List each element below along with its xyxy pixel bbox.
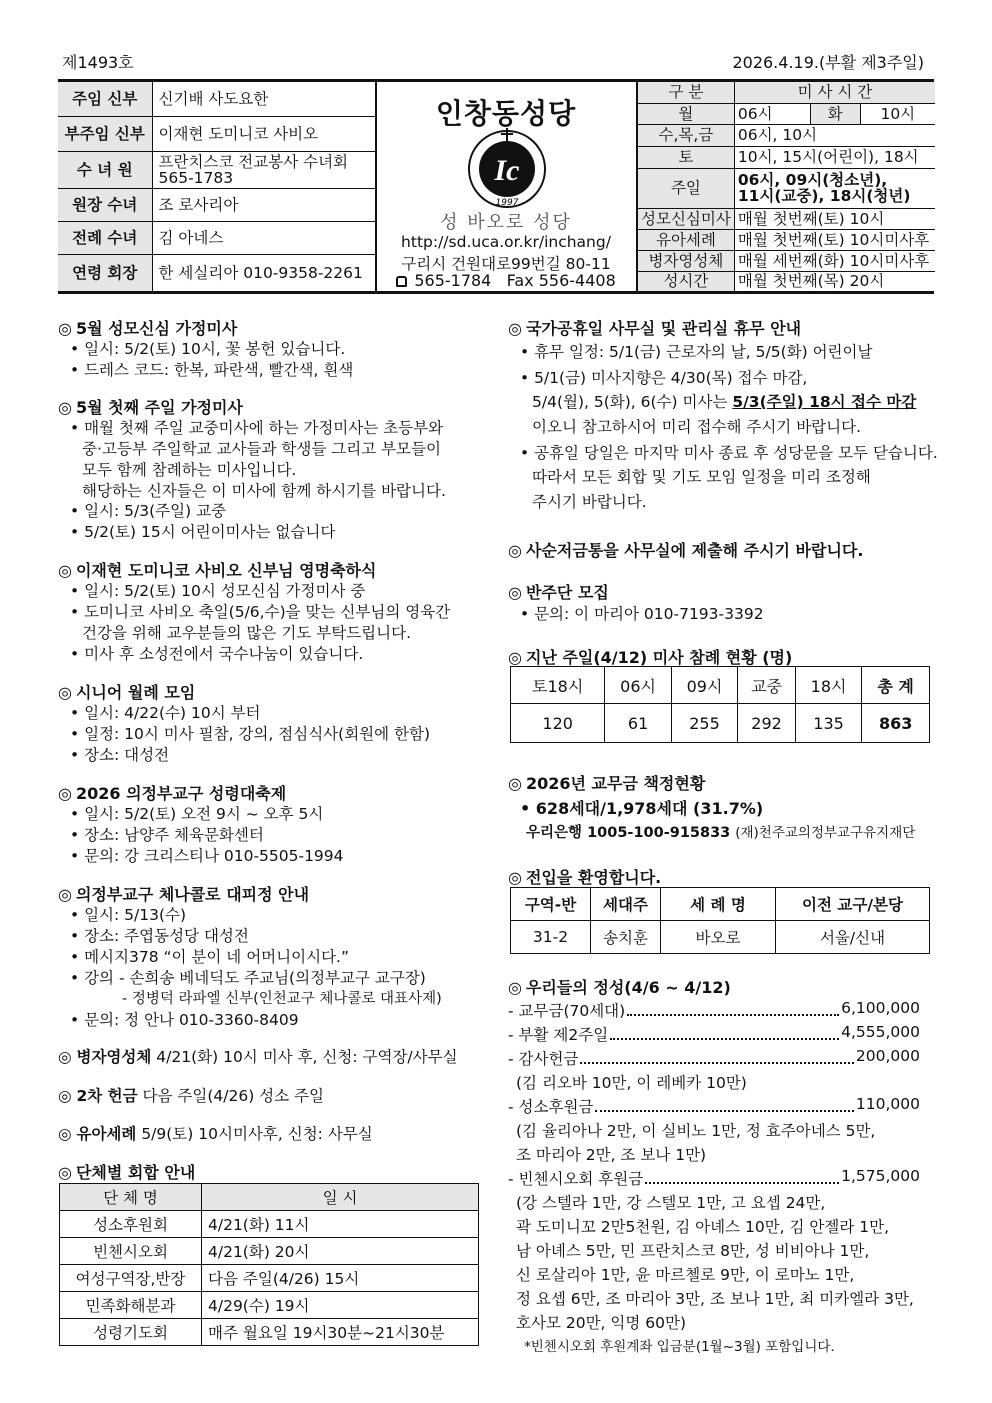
table-cell: 서울/신내 — [776, 921, 930, 954]
church-logo-icon — [462, 124, 552, 214]
text-line: • 628세대/1,978세대 (31.7%) — [520, 799, 764, 818]
bullet-mark: ◎ — [58, 398, 72, 417]
mass-time: 06시, 10시 — [734, 124, 935, 146]
table-row — [511, 921, 930, 954]
text-line: 4/21(화) 10시 미사 후, 신청: 구역장/사무실 — [156, 1048, 458, 1066]
logo-year: 1997 — [495, 198, 519, 208]
table-cell: 292 — [738, 704, 796, 743]
table-header: 토18시 — [511, 667, 605, 704]
offering-note: 조 마리아 2만, 조 보나 1만) — [516, 1146, 707, 1164]
mass-time-line: 11시(교중), 18시(청년) — [737, 187, 911, 205]
text-line: 건강을 위해 교우분들의 많은 기도 부탁드립니다. — [82, 624, 412, 642]
table-cell: 민족화해분과 — [60, 1292, 202, 1319]
church-title: 인창동성당 — [435, 97, 577, 130]
section-title-text: 우리들의 정성(4/6 ~ 4/12) — [525, 978, 731, 997]
mass-time: 매월 첫번째(목) 20시 — [734, 271, 935, 291]
bullet-mark: ◎ — [508, 319, 522, 338]
table-cell: 송치훈 — [591, 921, 661, 954]
bullet-mark: ◎ — [58, 1048, 72, 1066]
staff-role: 수 녀 원 — [58, 151, 152, 188]
staff-role: 부주임 신부 — [58, 116, 152, 151]
section-title-text: 의정부교구 체나콜로 대피정 안내 — [75, 885, 310, 904]
table-cell: 빈첸시오회 — [60, 1238, 202, 1265]
table-cell: 31-2 — [511, 921, 591, 954]
text-line — [532, 390, 916, 412]
section-title-text: 단체별 회합 안내 — [75, 1163, 196, 1182]
table-cell: 61 — [605, 704, 671, 743]
table-header: 18시 — [795, 667, 861, 704]
offering-amount: 110,000 — [855, 1095, 920, 1113]
table-cell: 4/21(화) 11시 — [202, 1211, 479, 1238]
text-line: 모두 함께 참례하는 미사입니다. — [82, 461, 297, 479]
text-line: • 미사 후 소성전에서 국수나눔이 있습니다. — [70, 645, 364, 663]
church-phone: 565-1784 — [414, 271, 492, 290]
section-title — [58, 1160, 195, 1183]
dot-leader — [595, 1095, 854, 1112]
bullet-mark: ◎ — [58, 561, 72, 580]
mass-day: 주일 — [638, 168, 735, 208]
dot-leader — [645, 1167, 839, 1184]
mass-day: 성모신심미사 — [638, 208, 735, 229]
section-inline — [58, 1045, 458, 1067]
patron-saint: 성 바오로 성당 — [440, 212, 572, 233]
offering-label: - 감사헌금 — [508, 1050, 579, 1068]
offering-row — [508, 1047, 920, 1069]
section-title-text: 2차 헌금 — [76, 1087, 138, 1105]
church-contact — [377, 271, 635, 290]
bullet-mark: ◎ — [58, 1125, 72, 1143]
section-title — [508, 538, 863, 561]
staff-name: 이재현 도미니코 사비오 — [152, 116, 376, 151]
mass-time: 10시, 15시(어린이), 18시 — [734, 146, 935, 168]
text-line: • 문의: 강 크리스티나 010-5505-1994 — [70, 847, 344, 865]
fax-label: Fax — [506, 271, 534, 290]
text-line — [526, 821, 915, 842]
offering-note: (김 리오바 10만, 이 레베카 10만) — [516, 1074, 747, 1092]
bullet-mark: ◎ — [508, 583, 522, 602]
section-title — [508, 975, 731, 998]
phone-icon — [396, 276, 407, 287]
section-title-text: 2026 의정부교구 성령대축제 — [75, 784, 287, 803]
section-title-text: 2026년 교무금 책정현황 — [525, 774, 706, 793]
church-fax: 556-4408 — [538, 271, 616, 290]
section-title — [58, 395, 243, 418]
bullet-mark: ◎ — [508, 978, 522, 997]
section-inline — [58, 1122, 373, 1144]
table-header: 세 례 명 — [661, 888, 776, 921]
section-title — [58, 558, 376, 581]
table-cell: 255 — [671, 704, 737, 743]
section-title-text: 시니어 월례 모임 — [75, 683, 196, 702]
bullet-mark: ◎ — [58, 683, 72, 702]
section-inline — [58, 1084, 324, 1106]
table-header: 일 시 — [202, 1184, 479, 1211]
bullet-mark: ◎ — [508, 774, 522, 793]
text-line: • 장소: 주엽동성당 대성전 — [70, 927, 249, 945]
mass-time-line: 06시, 09시(청소년), — [737, 171, 888, 189]
section-title-text: 사순저금통을 사무실에 제출해 주시기 바랍니다. — [525, 541, 864, 560]
table-cell: 매주 월요일 19시30분~21시30분 — [202, 1319, 479, 1346]
issue-number: 제1493호 — [62, 53, 134, 72]
offering-note: (강 스텔라 1만, 강 스텔모 1만, 고 요셉 24만, — [516, 1194, 826, 1212]
section-title — [58, 316, 237, 339]
staff-name — [152, 151, 376, 188]
staff-name: 신기배 사도요한 — [152, 82, 376, 116]
table-cell: 여성구역장,반장 — [60, 1265, 202, 1292]
staff-role: 주임 신부 — [58, 82, 152, 116]
text-line: 따라서 모든 회합 및 기도 모임 일정을 미리 조정해 — [532, 468, 871, 486]
text-line: • 일시: 5/3(주일) 교중 — [70, 502, 227, 520]
mass-header-key: 구 분 — [638, 82, 735, 103]
offering-note: 호사모 20만, 익명 60만) — [516, 1314, 687, 1332]
mass-time: 06시 — [734, 103, 810, 124]
section-title — [58, 680, 195, 703]
text-line: 주시기 바랍니다. — [532, 493, 647, 511]
table-cell: 120 — [511, 704, 605, 743]
text-line: • 문의: 이 마리아 010-7193-3392 — [520, 605, 764, 623]
section-title-text: 전입을 환영합니다. — [525, 868, 662, 887]
table-header: 단 체 명 — [60, 1184, 202, 1211]
attendance-table — [510, 666, 930, 743]
dot-leader — [610, 1023, 839, 1040]
table-cell: 성령기도회 — [60, 1319, 202, 1346]
offering-label: - 빈첸시오회 후원금 — [508, 1170, 644, 1188]
mass-day: 병자영성체 — [638, 250, 735, 271]
bank-holder: (재)천주교의정부교구유지재단 — [735, 825, 916, 841]
text-line: • 5/2(토) 15시 어린이미사는 없습니다 — [70, 523, 336, 541]
offering-row — [508, 999, 920, 1021]
text-line: • 일시: 5/2(토) 오전 9시 ~ 오후 5시 — [70, 805, 324, 823]
offering-row — [508, 1167, 920, 1189]
offering-footnote: *빈첸시오회 후원계좌 입금분(1월~3월) 포함입니다. — [524, 1339, 835, 1355]
offering-label: - 성소후원금 — [508, 1098, 594, 1116]
section-title-text: 유아세례 — [76, 1125, 137, 1143]
text-line: • 일정: 10시 미사 필참, 강의, 점심식사(회원에 한함) — [70, 725, 431, 743]
section-title-text: 국가공휴일 사무실 및 관리실 휴무 안내 — [525, 319, 802, 338]
table-cell: 바오로 — [661, 921, 776, 954]
section-title — [58, 781, 286, 804]
staff-name: 한 세실리아 010-9358-2261 — [152, 254, 376, 291]
section-title — [508, 580, 609, 603]
offering-row — [508, 1095, 920, 1117]
mass-day: 화 — [810, 103, 860, 124]
section-title — [58, 882, 309, 905]
offering-note: 남 아녜스 5만, 민 프란치스코 8만, 성 비비아나 1만, — [516, 1242, 870, 1260]
bullet-mark: ◎ — [58, 885, 72, 904]
table-header: 총 계 — [862, 667, 930, 704]
staff-table — [58, 82, 376, 291]
mass-day: 유아세례 — [638, 229, 735, 250]
bullet-mark: ◎ — [58, 784, 72, 803]
table-cell: 4/29(수) 19시 — [202, 1292, 479, 1319]
table-row — [60, 1211, 479, 1238]
table-row — [60, 1265, 479, 1292]
church-url[interactable]: http://sd.uca.or.kr/inchang/ — [401, 233, 611, 251]
staff-role: 연령 회장 — [58, 254, 152, 291]
text-line: • 휴무 일정: 5/1(금) 근로자의 날, 5/5(화) 어린이날 — [520, 343, 873, 361]
text-line: 해당하는 신자들은 이 미사에 함께 하시기를 바랍니다. — [82, 482, 446, 500]
offering-amount: 6,100,000 — [841, 999, 920, 1017]
table-header: 구역-반 — [511, 888, 591, 921]
bottom-rule — [58, 291, 934, 294]
mass-time — [734, 168, 935, 208]
section-title-text: 반주단 모집 — [525, 583, 609, 602]
bullet-mark: ◎ — [508, 541, 522, 560]
text-line: • 장소: 남양주 체육문화센터 — [70, 826, 264, 844]
mass-day: 성시간 — [638, 271, 735, 291]
offering-amount: 4,555,000 — [841, 1023, 920, 1041]
newcomers-table — [510, 887, 930, 954]
section-title-text: 지난 주일(4/12) 미사 참례 현황 (명) — [525, 648, 793, 667]
text-line: - 정병덕 라파엘 신부(인천교구 체나콜로 대표사제) — [122, 991, 442, 1007]
mass-day: 토 — [638, 146, 735, 168]
mass-header-value: 미 사 시 간 — [734, 82, 935, 103]
table-cell: 4/21(화) 20시 — [202, 1238, 479, 1265]
offering-note: 정 요셉 6만, 조 마리아 3만, 조 보나 1만, 최 미카엘라 3만, — [516, 1290, 914, 1308]
staff-name-line: 565-1783 — [158, 168, 234, 187]
table-cell: 135 — [795, 704, 861, 743]
offering-amount: 1,575,000 — [841, 1167, 920, 1185]
staff-name-line: 프란치스코 전교봉사 수녀회 — [158, 152, 349, 171]
dot-leader — [580, 1047, 853, 1064]
section-title-text: 5월 성모신심 가정미사 — [75, 319, 238, 338]
staff-role: 원장 수녀 — [58, 188, 152, 221]
svg-text:Ic: Ic — [494, 154, 520, 187]
staff-name: 조 로사리아 — [152, 188, 376, 221]
table-row — [60, 1238, 479, 1265]
bullet-mark: ◎ — [508, 648, 522, 667]
text-line: • 장소: 대성전 — [70, 746, 170, 764]
table-header: 세대주 — [591, 888, 661, 921]
section-title — [508, 771, 705, 794]
text-line: 5/9(토) 10시미사후, 신청: 사무실 — [141, 1125, 373, 1143]
table-header: 09시 — [671, 667, 737, 704]
text-line: • 일시: 5/13(수) — [70, 906, 187, 924]
text-line: • 문의: 정 안나 010-3360-8409 — [70, 1011, 299, 1029]
text-line: • 일시: 5/2(토) 10시 성모신심 가정미사 중 — [70, 582, 366, 600]
table-header: 교중 — [738, 667, 796, 704]
text-line: • 일시: 4/22(수) 10시 부터 — [70, 704, 261, 722]
text-line: • 강의 - 손희송 베네딕도 주교님(의정부교구 교구장) — [70, 969, 426, 987]
text-line: • 도미니코 사비오 축일(5/6,수)을 맞는 신부님의 영육간 — [70, 603, 451, 621]
text-line: • 메시지378 “이 분이 네 어머니이시다.” — [70, 948, 349, 966]
text-line: 중·고등부 주일학교 교사들과 학생들 그리고 부모들이 — [82, 440, 441, 458]
offering-note: (김 율리아나 2만, 이 실비노 1만, 정 효주아네스 5만, — [516, 1122, 876, 1140]
text-line: 이오니 참고하시어 미리 접수해 주시기 바랍니다. — [532, 418, 862, 436]
staff-role: 전례 수녀 — [58, 221, 152, 254]
table-cell: 다음 주일(4/26) 15시 — [202, 1265, 479, 1292]
offering-label: - 교무금(70세대) — [508, 1002, 626, 1020]
section-title-text: 5월 첫째 주일 가정미사 — [75, 398, 243, 417]
offering-row — [508, 1023, 920, 1045]
offering-label: - 부활 제2주일 — [508, 1026, 609, 1044]
table-row — [60, 1292, 479, 1319]
mass-time: 매월 첫번째(토) 10시 — [734, 208, 935, 229]
bullet-mark: ◎ — [58, 319, 72, 338]
staff-name: 김 아네스 — [152, 221, 376, 254]
text-span: 5/4(월), 5(화), 6(수) 미사는 — [532, 393, 733, 411]
section-title-text: 병자영성체 — [76, 1048, 152, 1066]
offering-note: 곽 도미니꼬 2만5천원, 김 아녜스 10만, 김 안젤라 1만, — [516, 1218, 890, 1236]
text-line: • 일시: 5/2(토) 10시, 꽃 봉헌 있습니다. — [70, 340, 346, 358]
offering-note: 신 로살리아 1만, 윤 마르첼로 9만, 이 로마노 1만, — [516, 1266, 855, 1284]
bank-account: 우리은행 1005-100-915833 — [526, 825, 731, 841]
church-info — [377, 82, 635, 291]
mass-time: 10시 — [860, 103, 935, 124]
table-cell: 성소후원회 — [60, 1211, 202, 1238]
issue-date: 2026.4.19.(부활 제3주일) — [732, 53, 924, 72]
group-meeting-table — [59, 1183, 479, 1346]
section-title — [508, 316, 801, 339]
section-title — [508, 865, 661, 888]
table-cell: 863 — [862, 704, 930, 743]
mass-schedule — [637, 82, 935, 291]
dot-leader — [627, 999, 839, 1016]
text-line: 다음 주일(4/26) 성소 주일 — [142, 1087, 324, 1105]
section-title-text: 이재현 도미니코 사비오 신부님 영명축하식 — [75, 561, 377, 580]
mass-day: 월 — [638, 103, 735, 124]
mass-time: 매월 첫번째(토) 10시미사후 — [734, 229, 935, 250]
church-address: 구리시 건원대로99번길 80-11 — [401, 255, 611, 273]
bullet-mark: ◎ — [58, 1087, 72, 1105]
section-title — [508, 645, 792, 668]
text-line: • 공휴일 당일은 마지막 미사 종료 후 성당문을 모두 닫습니다. — [520, 444, 938, 462]
mass-time: 매월 세번째(화) 10시미사후 — [734, 250, 935, 271]
table-row — [60, 1319, 479, 1346]
deadline-highlight: 5/3(주일) 18시 접수 마감 — [732, 393, 917, 411]
offering-amount: 200,000 — [855, 1047, 920, 1065]
table-header: 이전 교구/본당 — [776, 888, 930, 921]
bullet-mark: ◎ — [508, 868, 522, 887]
text-line: • 드레스 코드: 한복, 파란색, 빨간색, 흰색 — [70, 361, 354, 379]
mass-day: 수,목,금 — [638, 124, 735, 146]
table-header: 06시 — [605, 667, 671, 704]
text-line: • 5/1(금) 미사지향은 4/30(목) 접수 마감, — [520, 369, 808, 387]
text-line: • 매월 첫째 주일 교중미사에 하는 가정미사는 초등부와 — [70, 419, 444, 437]
bullet-mark: ◎ — [58, 1163, 72, 1182]
